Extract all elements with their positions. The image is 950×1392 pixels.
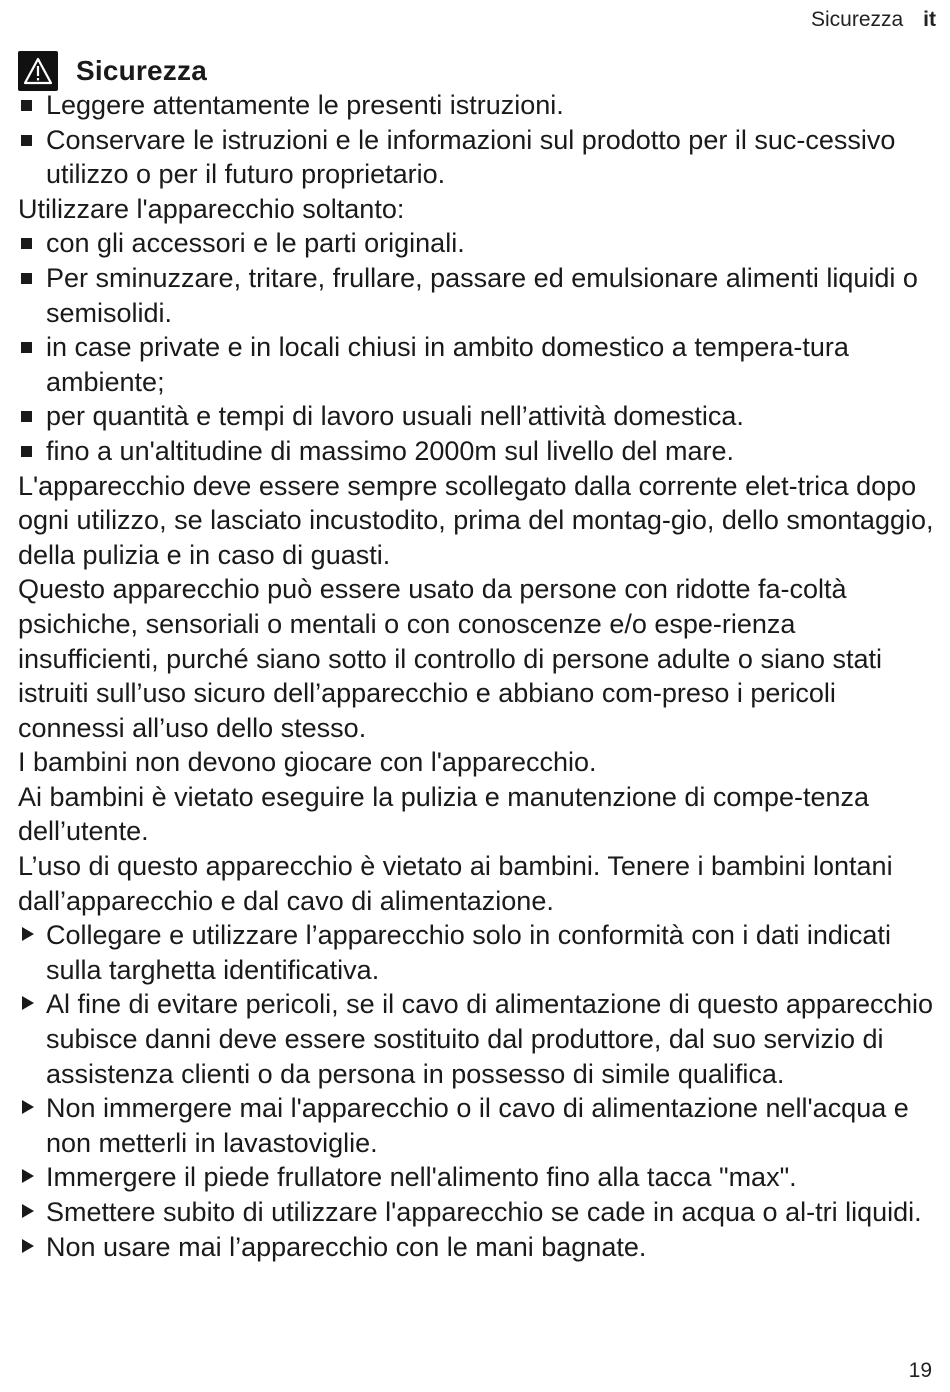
paragraph-disconnect: L'apparecchio deve essere sempre scollegato dalla corrente elet-trica dopo ogni utilizzo, se lasciato incustodito, prima del montag-gio, dello smontaggio, della pulizia e in caso di guasti. [18,470,934,570]
list-item: per quantità e tempi di lavoro usuali nell’attività domestica. [18,399,934,434]
list-item: con gli accessori e le parti originali. [18,226,934,261]
usage-list [18,226,934,468]
intro-list [18,88,934,192]
list-item: in case private e in locali chiusi in ambito domestico a tempera-tura ambiente; [18,330,934,399]
list-item: Leggere attentamente le presenti istruzioni. [18,88,934,123]
paragraph-children-play: I bambini non devono giocare con l'apparecchio. [18,747,597,778]
page-number: 19 [908,1359,932,1382]
instruction-item: Non immergere mai l'apparecchio o il cavo di alimentazione nell'acqua e non metterli in lavastoviglie. [18,1091,934,1160]
list-item: fino a un'altitudine di massimo 2000m sul livello del mare. [18,434,934,469]
paragraph-children-use: L’uso di questo apparecchio è vietato ai bambini. Tenere i bambini lontani dall’apparecchio e dal cavo di alimentazione. [18,851,893,916]
instruction-list [18,918,934,1264]
warning-triangle-icon [18,51,58,91]
paragraph-reduced-capacity: Questo apparecchio può essere usato da persone con ridotte fa-coltà psichiche, sensoriali o mentali o con conoscenze e/o espe-rienza insufficienti, purché siano sotto il controllo di persone adulte o siano stati istruiti sull’uso sicuro dell’apparecchio e abbiano com-preso i pericoli connessi all’uso dello stesso. [18,574,883,743]
list-item: Per sminuzzare, tritare, frullare, passare ed emulsionare alimenti liquidi o semisolidi. [18,261,934,330]
page-content [18,48,934,1264]
instruction-item: Collegare e utilizzare l’apparecchio solo in conformità con i dati indicati sulla targhetta identificativa. [18,918,934,987]
section-title: Sicurezza [76,54,207,86]
instruction-item: Al fine di evitare pericoli, se il cavo di alimentazione di questo apparecchio subisce danni deve essere sostituito dal produttore, dal suo servizio di assistenza clienti o da persona in possesso di simile qualifica. [18,987,934,1091]
list-item: Conservare le istruzioni e le informazioni sul prodotto per il suc-cessivo utilizzo o per il futuro proprietario. [18,123,934,192]
instruction-item: Immergere il piede frullatore nell'alimento fino alla tacca "max". [18,1160,934,1195]
paragraph-children-cleaning: Ai bambini è vietato eseguire la pulizia e manutenzione di compe-tenza dell’utente. [18,781,870,847]
instruction-item: Smettere subito di utilizzare l'apparecchio se cade in acqua o al-tri liquidi. [18,1195,934,1230]
instruction-item: Non usare mai l’apparecchio con le mani bagnate. [18,1230,934,1265]
usage-intro: Utilizzare l'apparecchio soltanto: [18,193,405,224]
header-section-name: Sicurezza [810,8,904,31]
header-language: it [923,8,936,31]
running-header [811,6,936,34]
